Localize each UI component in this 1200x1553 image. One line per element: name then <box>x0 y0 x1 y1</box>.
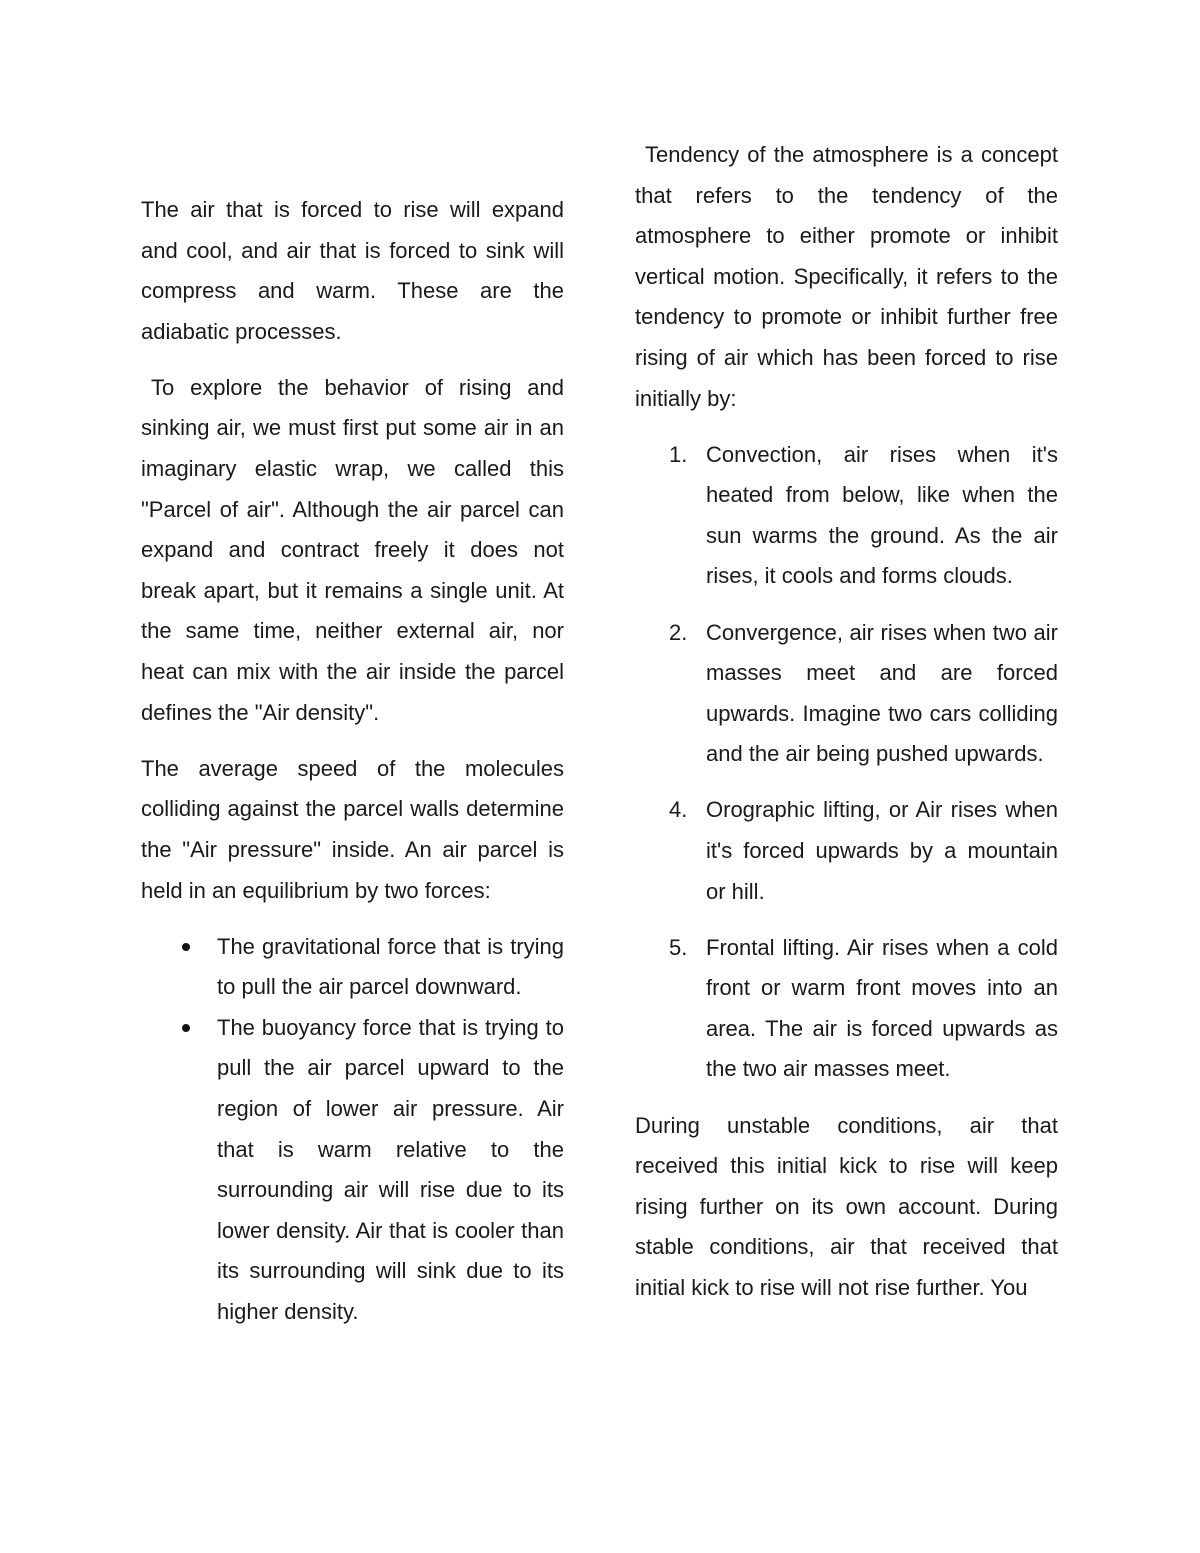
lifting-mechanisms-list <box>635 435 1058 1090</box>
paragraph-air-parcel: To explore the behavior of rising and sinking air, we must first put some air in an imaginary elastic wrap, we called this "Parcel of air". Although the air parcel can expand and contract freely it does not break apart, but it remains a single unit. At the same time, neither external air, nor heat can mix with the air inside the parcel defines the "Air density". <box>141 374 564 725</box>
list-number: 4. <box>669 797 688 823</box>
list-item-frontal-lifting <box>635 928 1058 1090</box>
paragraph-adiabatic: The air that is forced to rise will expand and cool, and air that is forced to sink will compress and warm. These are the adiabatic processes. <box>141 197 564 344</box>
list-item-text: Convection, air rises when it's heated from below, like when the sun warms the ground. As the air rises, it cools and forms clouds. <box>706 441 1058 589</box>
list-item-text: Frontal lifting. Air rises when a cold front or warm front moves into an area. The air is forced upwards as the two air masses meet. <box>706 934 1058 1082</box>
list-item-text: Orographic lifting, or Air rises when it's forced upwards by a mountain or hill. <box>706 797 1058 904</box>
list-number: 1. <box>669 441 688 467</box>
paragraph-air-pressure: The average speed of the molecules colliding against the parcel walls determine the "Air pressure" inside. An air parcel is held in an equilibrium by two forces: <box>141 755 564 903</box>
list-item-orographic-lifting <box>635 790 1058 912</box>
list-item-buoyancy-force: The buoyancy force that is trying to pull the air parcel upward to the region of lower air pressure. Air that is warm relative to the surrounding air will rise due to its lower density. Air that is cooler than its surrounding will sink due to its higher density. <box>141 1008 564 1333</box>
list-item-gravitational-force: The gravitational force that is trying to pull the air parcel downward. <box>141 927 564 1008</box>
paragraph-stability-conditions: During unstable conditions, air that received this initial kick to rise will keep rising further on its own account. During stable conditions, air that received that initial kick to rise will not rise further. You <box>635 1112 1058 1300</box>
list-number: 5. <box>669 934 688 960</box>
list-item-text: Convergence, air rises when two air masses meet and are forced upwards. Imagine two cars colliding and the air being pushed upwards. <box>706 619 1058 767</box>
forces-list <box>141 927 564 1333</box>
paragraph-tendency: Tendency of the atmosphere is a concept that refers to the tendency of the atmosphere to either promote or inhibit vertical motion. Specifically, it refers to the tendency to promote or inhibit further free rising of air which has been forced to rise initially by: <box>635 142 1058 411</box>
list-item-convergence <box>635 613 1058 775</box>
left-column <box>141 190 564 1333</box>
list-item-convection <box>635 435 1058 597</box>
right-column <box>635 135 1058 1324</box>
list-number: 2. <box>669 619 688 645</box>
